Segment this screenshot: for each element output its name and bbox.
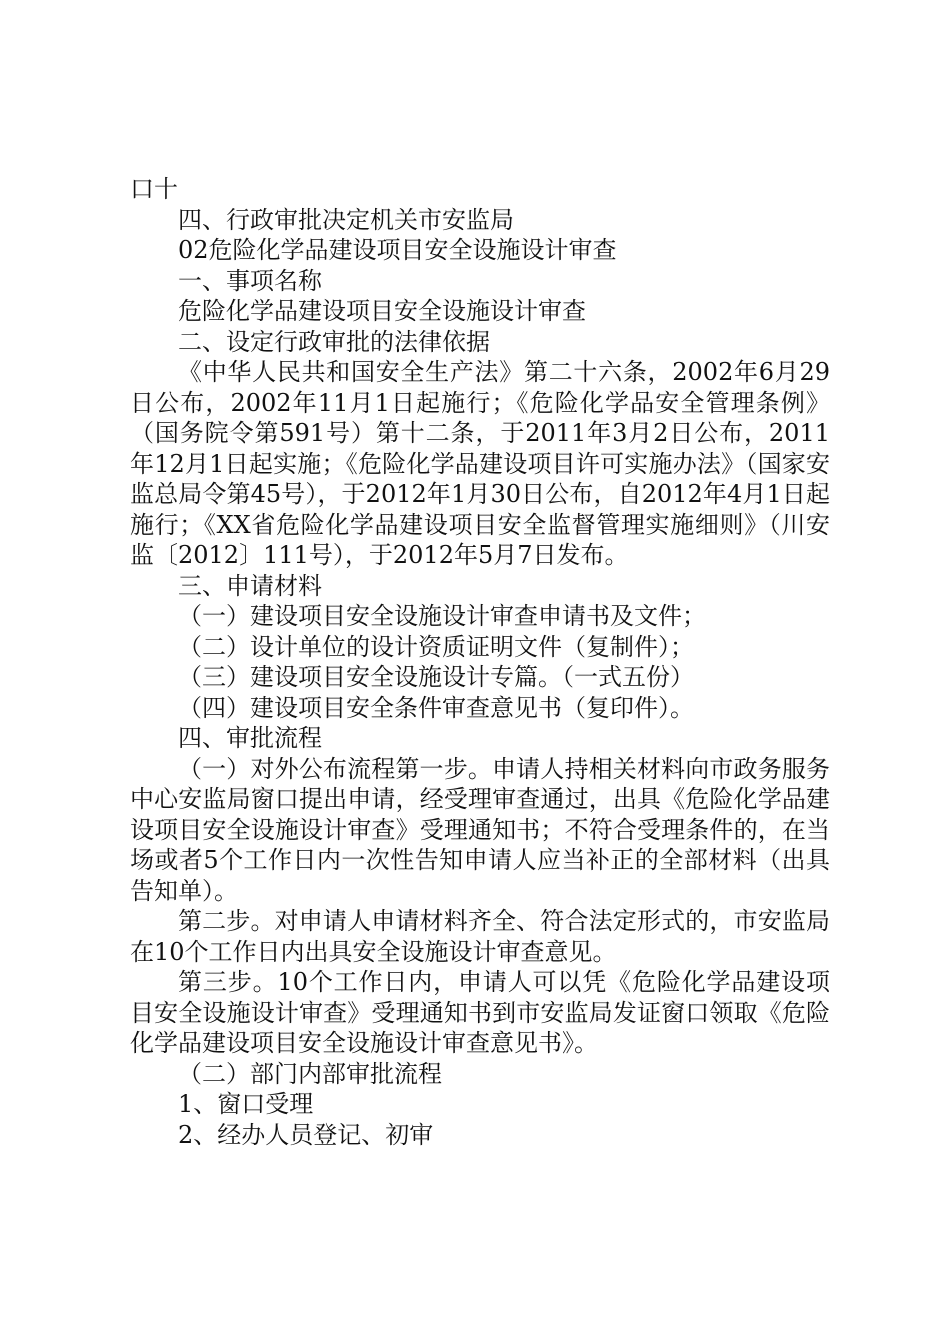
section-heading-legal-basis: 二、设定行政审批的法律依据	[178, 327, 490, 356]
material-item: （三）建设项目安全设施设计专篇。（一式五份）	[178, 663, 694, 691]
process-step: （一）对外公布流程第一步。申请人持相关材料向市政务服务中心安监局窗口提出申请，经受理审查通过，出具《危险化学品建设项目安全设施设计审查》受理通知书；不符合受理条件的，在当场或者5个工作日内一次性告知申请人应当补正的全部材料（出具告知单）。	[130, 754, 830, 905]
document-body	[130, 174, 830, 1150]
internal-step: 1、窗口受理	[178, 1090, 314, 1118]
material-item: （一）建设项目安全设施设计审查申请书及文件；	[178, 602, 706, 630]
legal-basis-text: 《中华人民共和国安全生产法》第二十六条，2002年6月29日公布，2002年11月1日起施行；《危险化学品安全管理条例》（国务院令第591号）第十二条，于2011年3月2日公布，2011年12月1日起实施；《危险化学品建设项目许可实施办法》（国家安监总局令第45号），于2012年1月30日公布，自2012年4月1日起施行；《XX省危险化学品建设项目安全监督管理实施细则》（川安监〔2012〕111号），于2012年5月7日发布。	[130, 358, 830, 569]
subsection-heading-internal: （二）部门内部审批流程	[178, 1059, 442, 1088]
process-step: 第二步。对申请人申请材料齐全、符合法定形式的，市安监局在10个工作日内出具安全设施设计审查意见。	[130, 907, 830, 966]
internal-step: 2、经办人员登记、初审	[178, 1120, 434, 1149]
section-heading-name: 一、事项名称	[178, 266, 322, 295]
process-step: 第三步。10个工作日内，申请人可以凭《危险化学品建设项目安全设施设计审查》受理通知书到市安监局发证窗口领取《危险化学品建设项目安全设施设计审查意见书》。	[130, 968, 830, 1057]
section-heading-materials: 三、申请材料	[178, 571, 322, 600]
approval-authority: 四、行政审批决定机关市安监局	[178, 205, 514, 234]
material-item: （二）设计单位的设计资质证明文件（复制件）；	[178, 632, 694, 661]
item-name: 危险化学品建设项目安全设施设计审查	[178, 297, 586, 325]
fragment-text: 口十	[130, 175, 178, 203]
material-item: （四）建设项目安全条件审查意见书（复印件）。	[178, 693, 694, 722]
section-heading-process: 四、审批流程	[178, 724, 322, 752]
item-title: 02危险化学品建设项目安全设施设计审查	[178, 236, 617, 264]
